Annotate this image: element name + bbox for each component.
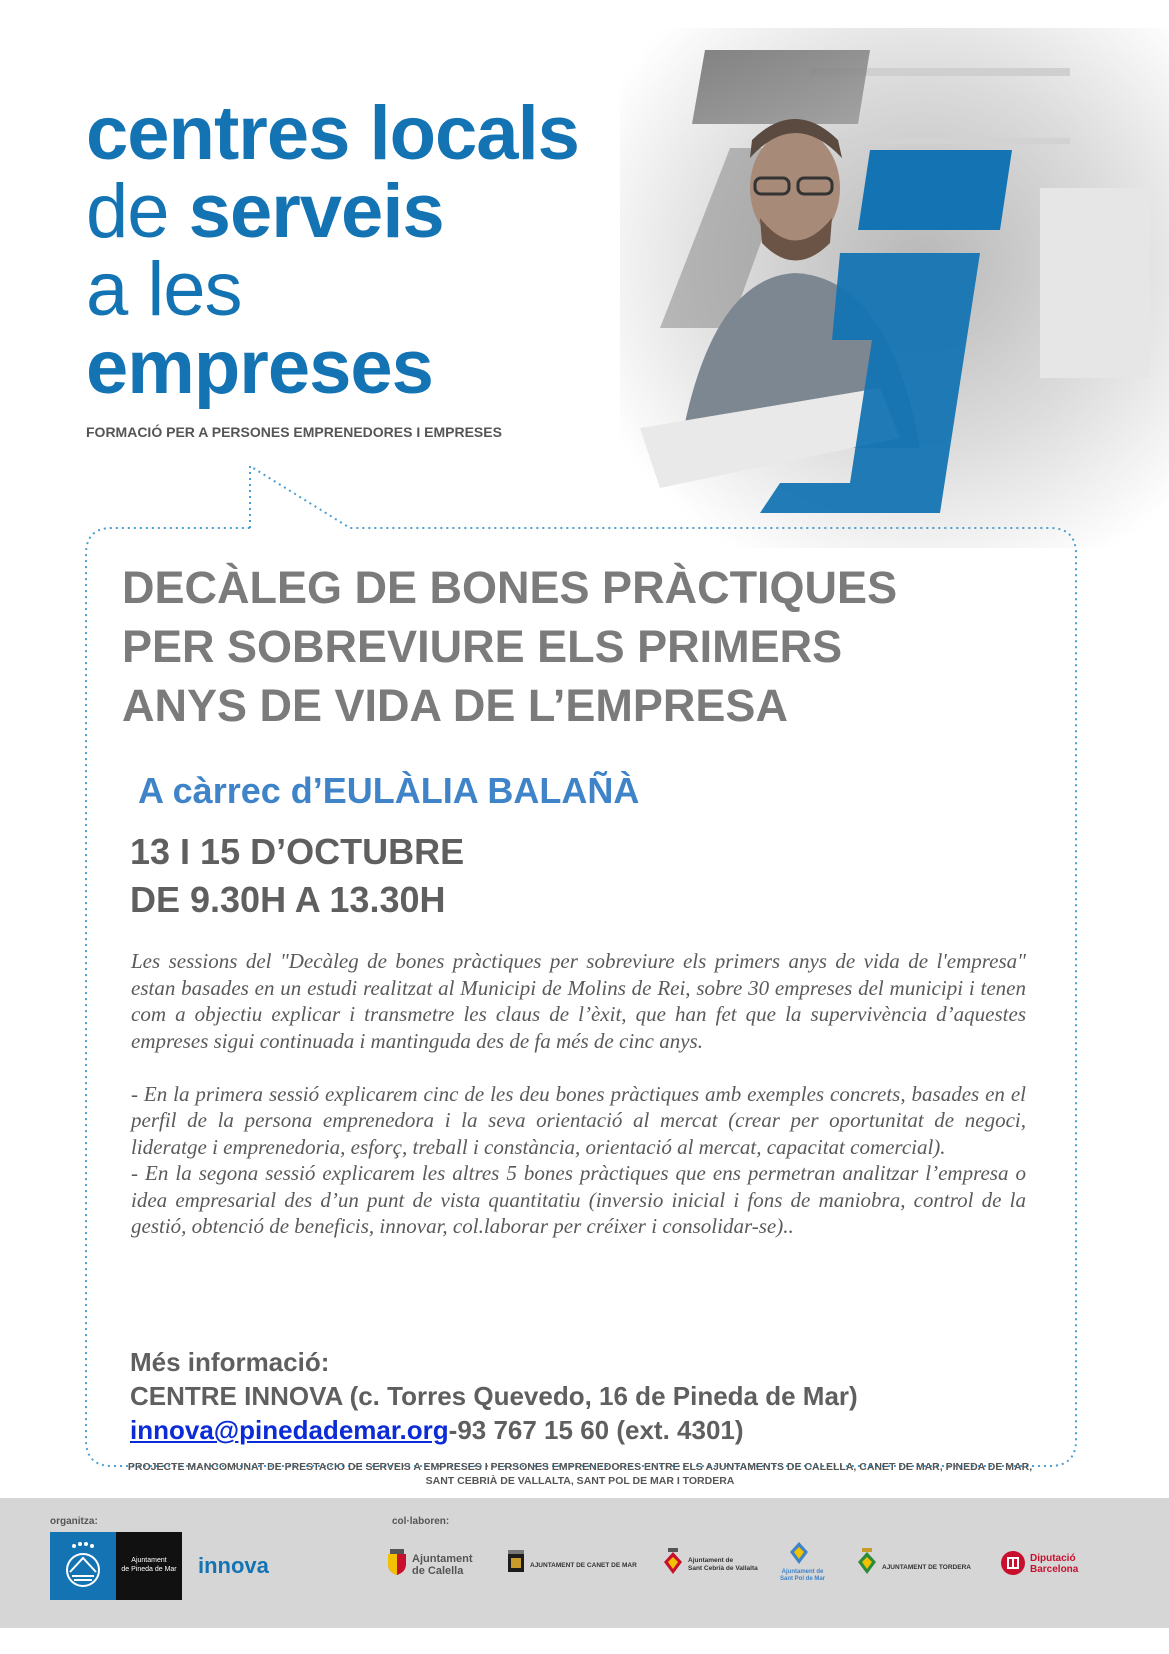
phone-number: 93 767 15 60 (ext. 4301) — [457, 1415, 744, 1445]
pineda-logo-text-1: Ajuntament — [131, 1557, 167, 1564]
calella-text-1: Ajuntament — [412, 1553, 473, 1565]
email-link[interactable]: innova@pinedademar.org — [130, 1415, 449, 1445]
calella-crest-icon — [386, 1548, 408, 1576]
sant-cebria-text-1: Ajuntament de — [688, 1557, 734, 1564]
sant-pol-logo-text — [780, 1569, 825, 1583]
description-intro: Les sessions del "Decàleg de bones pràctiques per sobreviure els primers anys de vida de l'empresa" estan basades en un estudi realitzat al Municipi de Molins de Rei, sobre 30 empreses del municipi i tenen com a objectiu explicar i transmetre les claus de l’èxit, que han fet que la supervivència d’aquestes empreses sigui continuada i mantinguda des de fa més de cinc anys. — [131, 949, 1026, 1053]
brand-line-1: centres locals — [86, 91, 579, 176]
course-title-line-2: PER SOBREVIURE ELS PRIMERS — [122, 621, 843, 672]
description-session-2: - En la segona sessió explicarem les altres 5 bones pràctiques que ens permetran analitzar l’empresa o idea empresarial des d’un punt de vista quantitatiu (inversio inicial i fons de maniobra, control de la gestió, obtenció de beneficis, innovar, col.laborar per créixer i consolidar-se).. — [131, 1161, 1026, 1238]
calella-text-2: de Calella — [412, 1565, 464, 1577]
course-schedule — [130, 828, 464, 924]
pineda-crest-icon — [50, 1532, 116, 1600]
course-date: 13 I 15 D’OCTUBRE — [130, 831, 465, 872]
diputacio-barcelona-logo-text — [1030, 1553, 1078, 1575]
speaker: A càrrec d’EULÀLIA BALAÑÀ — [138, 770, 640, 811]
pineda-crest-box — [50, 1532, 116, 1600]
project-note-line-2: SANT CEBRIÀ DE VALLALTA, SANT POL DE MAR I TORDERA — [425, 1475, 735, 1487]
sant-cebria-text-2: Sant Cebrià de Vallalta — [688, 1565, 758, 1572]
tordera-logo-text: AJUNTAMENT DE TORDERA — [882, 1564, 971, 1571]
sant-cebria-logo-text — [688, 1557, 758, 1573]
course-title-line-1: DECÀLEG DE BONES PRÀCTIQUES — [122, 562, 898, 613]
canet-crest-icon — [505, 1550, 527, 1578]
calella-logo-text — [412, 1553, 473, 1577]
brand-line-2-bold: serveis — [188, 169, 444, 254]
description-session-1: - En la primera sessió explicarem cinc de les deu bones pràctiques amb exemples concrets, basades en el perfil de la persona emprenedora i la seva orientació al mercat (crear per oportunitat de negoci, lideratge i emprenedoria, esforç, treball i constància, orientació al mercat, capacitat comercial). — [131, 1081, 1026, 1159]
sant-cebria-crest-icon — [662, 1548, 684, 1576]
diputacio-text-1: Diputació — [1030, 1553, 1076, 1564]
brand-line-2-light: de — [86, 169, 169, 254]
course-description — [131, 948, 1026, 1240]
diputacio-barcelona-icon — [1000, 1550, 1026, 1576]
brand-line-4: empreses — [86, 325, 433, 410]
diputacio-text-2: Barcelona — [1030, 1564, 1079, 1575]
collaborators-label: col·laboren: — [392, 1516, 450, 1527]
brand-line-3: a les — [86, 247, 242, 332]
more-info-centre: CENTRE INNOVA (c. Torres Quevedo, 16 de Pineda de Mar) — [130, 1381, 858, 1411]
project-note-line-1: PROJECTE MANCOMUNAT DE PRESTACIO DE SERVEIS A EMPRESES I PERSONES EMPRENEDORES ENTRE ELS AJUNTAMENTS DE CALELLA, CANET DE MAR, PINEDA DE MAR, — [127, 1461, 1033, 1473]
tordera-crest-icon — [856, 1548, 878, 1576]
more-info-contact — [130, 1413, 858, 1447]
sant-pol-crest-icon — [788, 1540, 810, 1568]
more-info-heading: Més informació: — [130, 1347, 330, 1377]
course-title — [122, 558, 1022, 735]
tagline: FORMACIÓ PER A PERSONES EMPRENEDORES I EMPRESES — [86, 424, 502, 440]
project-note — [100, 1460, 1060, 1488]
sant-pol-text-2: Sant Pol de Mar — [780, 1576, 826, 1582]
sant-pol-text-1: Ajuntament de — [781, 1569, 824, 1575]
more-info — [130, 1345, 858, 1447]
pineda-de-mar-logo — [50, 1532, 182, 1600]
pineda-name-box — [116, 1532, 182, 1600]
organizer-label: organitza: — [50, 1516, 98, 1527]
contact-separator: - — [448, 1415, 458, 1445]
course-time: DE 9.30H A 13.30H — [130, 879, 446, 920]
canet-logo-text: AJUNTAMENT DE CANET DE MAR — [530, 1562, 637, 1569]
course-title-line-3: ANYS DE VIDA DE L’EMPRESA — [122, 680, 788, 731]
pineda-logo-text-2: de Pineda de Mar — [121, 1566, 177, 1573]
innova-logo: innova — [198, 1553, 269, 1578]
